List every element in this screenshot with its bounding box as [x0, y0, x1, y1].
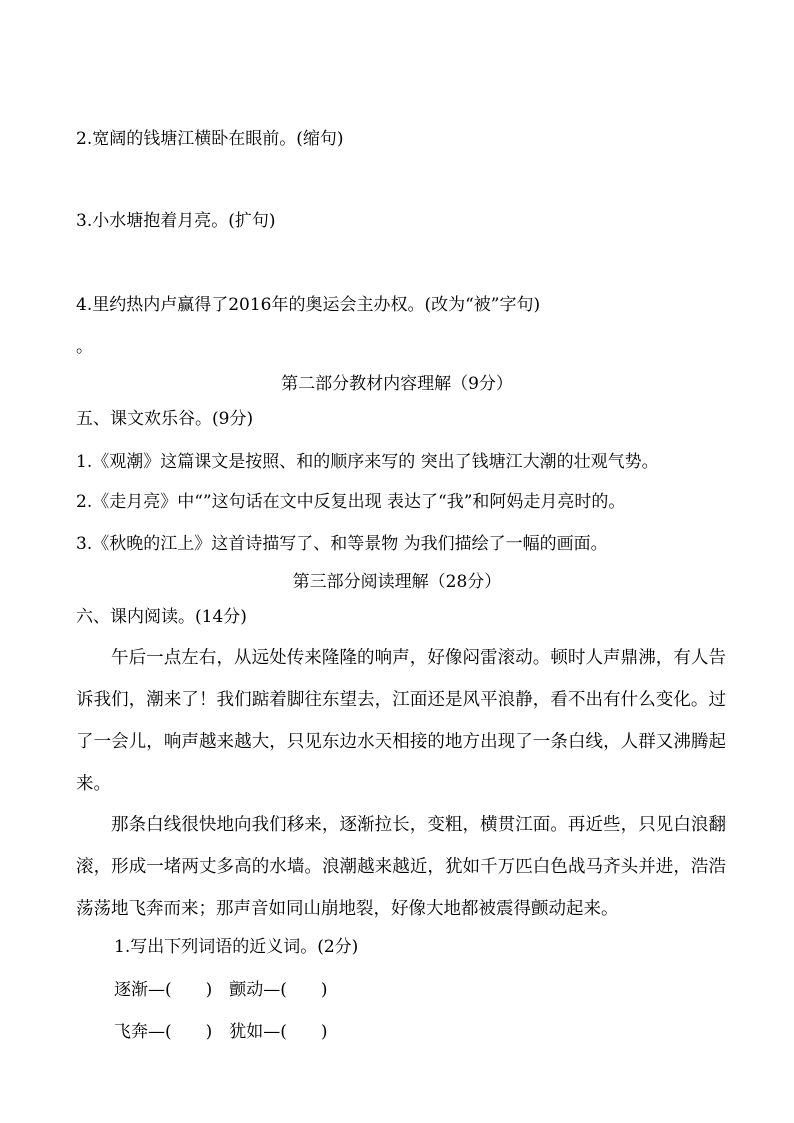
- reading-paragraph-1: 午后一点左右，从远处传来隆隆的响声，好像闷雷滚动。顿时人声鼎沸，有人告诉我们，潮来了！我们踮着脚往东望去，江面还是风平浪静，看不出有什么变化。过了一会儿，响声越来越大，只见东边水天相接的地方出现了一条白线，人群又沸腾起来。: [76, 648, 726, 794]
- part3-section-title: 六、课内阅读。(14分): [76, 607, 247, 627]
- question1-prompt: 1.写出下列词语的近义词。(2分): [114, 937, 359, 957]
- grammar-item-3: 3.小水塘抱着月亮。(扩句): [76, 211, 276, 231]
- part3-heading: 第三部分阅读理解（28分）: [292, 572, 502, 592]
- grammar-item-4: 4.里约热内卢赢得了2016年的奥运会主办权。(改为“被”字句): [76, 295, 541, 315]
- part2-section-title: 五、课文欢乐谷。(9分): [76, 409, 254, 429]
- stray-mark: 。: [76, 337, 93, 357]
- question1-row1: 逐渐—( ) 颤动—( ): [114, 980, 328, 1000]
- part2-item-2: 2.《走月亮》中“”这句话在文中反复出现 表达了“我”和阿妈走月亮时的。: [76, 492, 626, 512]
- question1-row2: 飞奔—( ) 犹如—( ): [114, 1022, 328, 1042]
- part2-heading: 第二部分教材内容理解（9分）: [281, 374, 513, 394]
- part2-item-3: 3.《秋晚的江上》这首诗描写了、和等景物 为我们描绘了一幅的画面。: [76, 534, 608, 554]
- part2-item-1: 1.《观潮》这篇课文是按照、和的顺序来写的 突出了钱塘江大潮的壮观气势。: [76, 452, 659, 472]
- grammar-item-2: 2.宽阔的钱塘江横卧在眼前。(缩句): [76, 129, 344, 149]
- reading-paragraph-2: 那条白线很快地向我们移来，逐渐拉长，变粗，横贯江面。再近些，只见白浪翻滚，形成一堵两丈多高的水墙。浪潮越来越近，犹如千万匹白色战马齐头并进，浩浩荡荡地飞奔而来；那声音如同山崩地裂，好像大地都被震得颤动起来。: [76, 815, 726, 919]
